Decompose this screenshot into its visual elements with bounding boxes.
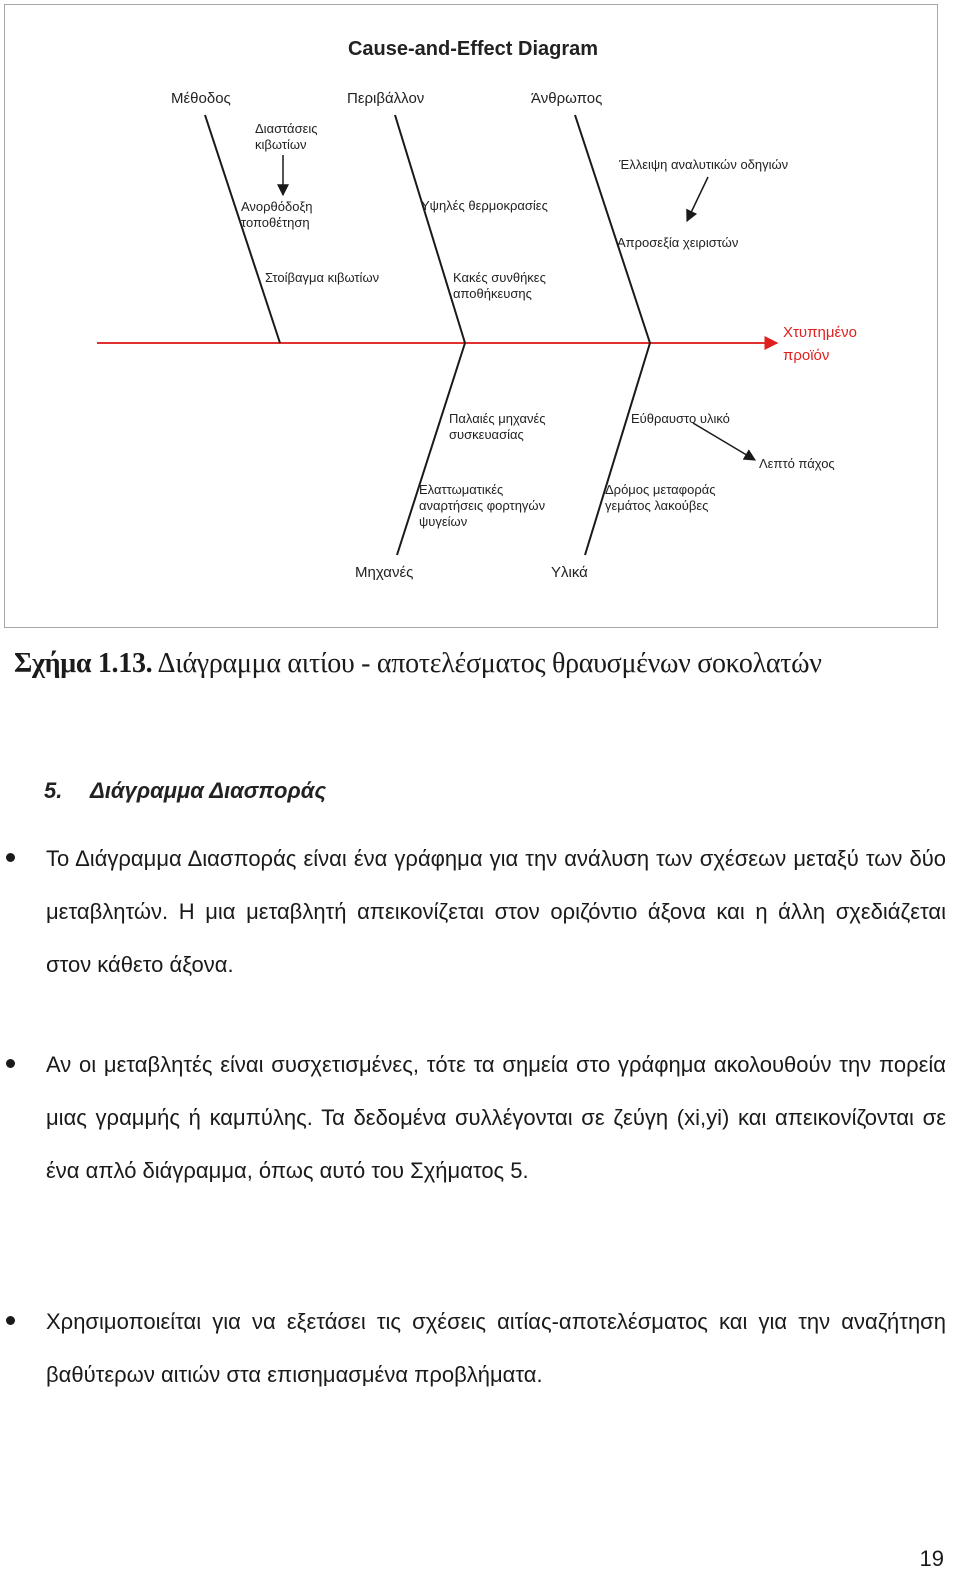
section-heading (44, 778, 326, 804)
cause-box-dimensions-1: Διαστάσεις (255, 121, 318, 136)
cause-faulty-suspensions-1: Ελαττωματικές (419, 482, 504, 497)
figure-caption (14, 648, 822, 680)
effect-label-line1: Χτυπημένο (783, 324, 857, 341)
cause-improper-placement-1: Ανορθόδοξη (241, 199, 313, 214)
category-environment: Περιβάλλον (347, 90, 425, 107)
cause-box-stacking: Στοίβαγμα κιβωτίων (265, 270, 380, 285)
fishbone-diagram (5, 5, 937, 627)
cause-operator-carelessness: Απροσεξία χειριστών (617, 235, 739, 250)
cause-bad-storage-1: Κακές συνθήκες (453, 270, 546, 285)
category-materials: Υλικά (551, 564, 588, 581)
bone-materials (585, 343, 650, 555)
cause-lack-instructions: Έλλειψη αναλυτικών οδηγιών (619, 157, 789, 172)
cause-high-temperatures: Υψηλές θερμοκρασίες (421, 198, 548, 213)
cause-potholed-road-2: γεμάτος λακούβες (605, 498, 709, 513)
cause-fragile-material: Εύθραυστο υλικό (631, 411, 730, 426)
section-number: 5. (44, 778, 63, 803)
cause-box-dimensions-2: κιβωτίων (255, 137, 307, 152)
cause-potholed-road-1: Δρόμος μεταφοράς (605, 482, 716, 497)
cause-old-packaging-machines-1: Παλαιές μηχανές (449, 411, 546, 426)
cause-old-packaging-machines-2: συσκευασίας (449, 427, 524, 442)
caption-text: Διάγραμμα αιτίου - αποτελέσματος θραυσμένων σοκολατών (157, 648, 822, 679)
caption-label: Σχήμα 1.13. (14, 648, 153, 679)
cause-thin-thickness: Λεπτό πάχος (759, 456, 835, 471)
cause-improper-placement-2: τοποθέτηση (241, 215, 310, 230)
section-title: Διάγραμμα Διασποράς (90, 778, 327, 803)
bone-people (575, 115, 650, 343)
bullet-item: Χρησιμοποιείται για να εξετάσει τις σχέσεις αιτίας-αποτελέσματος και για την αναζήτηση βαθύτερων αιτιών στα επισημασμένα προβλήματα. (46, 1295, 946, 1401)
bullet-item: Αν οι μεταβλητές είναι συσχετισμένες, τότε τα σημεία στο γράφημα ακολουθούν την πορεία μιας γραμμής ή καμπύλης. Τα δεδομένα συλλέγονται σε ζεύγη (xi,yi) και απεικονίζονται σε ένα απλό διάγραμμα, όπως αυτό του Σχήματος 5. (46, 1038, 946, 1197)
arrow-lack-instructions (687, 177, 708, 221)
arrow-thin-thickness (693, 423, 755, 460)
category-machines: Μηχανές (355, 564, 414, 581)
bullet-item: Το Διάγραμμα Διασποράς είναι ένα γράφημα για την ανάλυση των σχέσεων μεταξύ των δύο μεταβλητών. Η μια μεταβλητή απεικονίζεται στον οριζόντιο άξονα και η άλλη σχεδιάζεται στον κάθετο άξονα. (46, 832, 946, 991)
bone-environment (395, 115, 465, 343)
cause-bad-storage-2: αποθήκευσης (453, 286, 532, 301)
diagram-title: Cause-and-Effect Diagram (347, 38, 599, 60)
fishbone-figure (4, 4, 938, 628)
category-people: Άνθρωπος (531, 90, 603, 107)
effect-label-line2: προϊόν (783, 347, 830, 364)
category-method: Μέθοδος (171, 90, 231, 107)
page-number: 19 (919, 1546, 944, 1571)
cause-faulty-suspensions-3: ψυγείων (419, 514, 468, 529)
cause-faulty-suspensions-2: αναρτήσεις φορτηγών (419, 498, 546, 513)
